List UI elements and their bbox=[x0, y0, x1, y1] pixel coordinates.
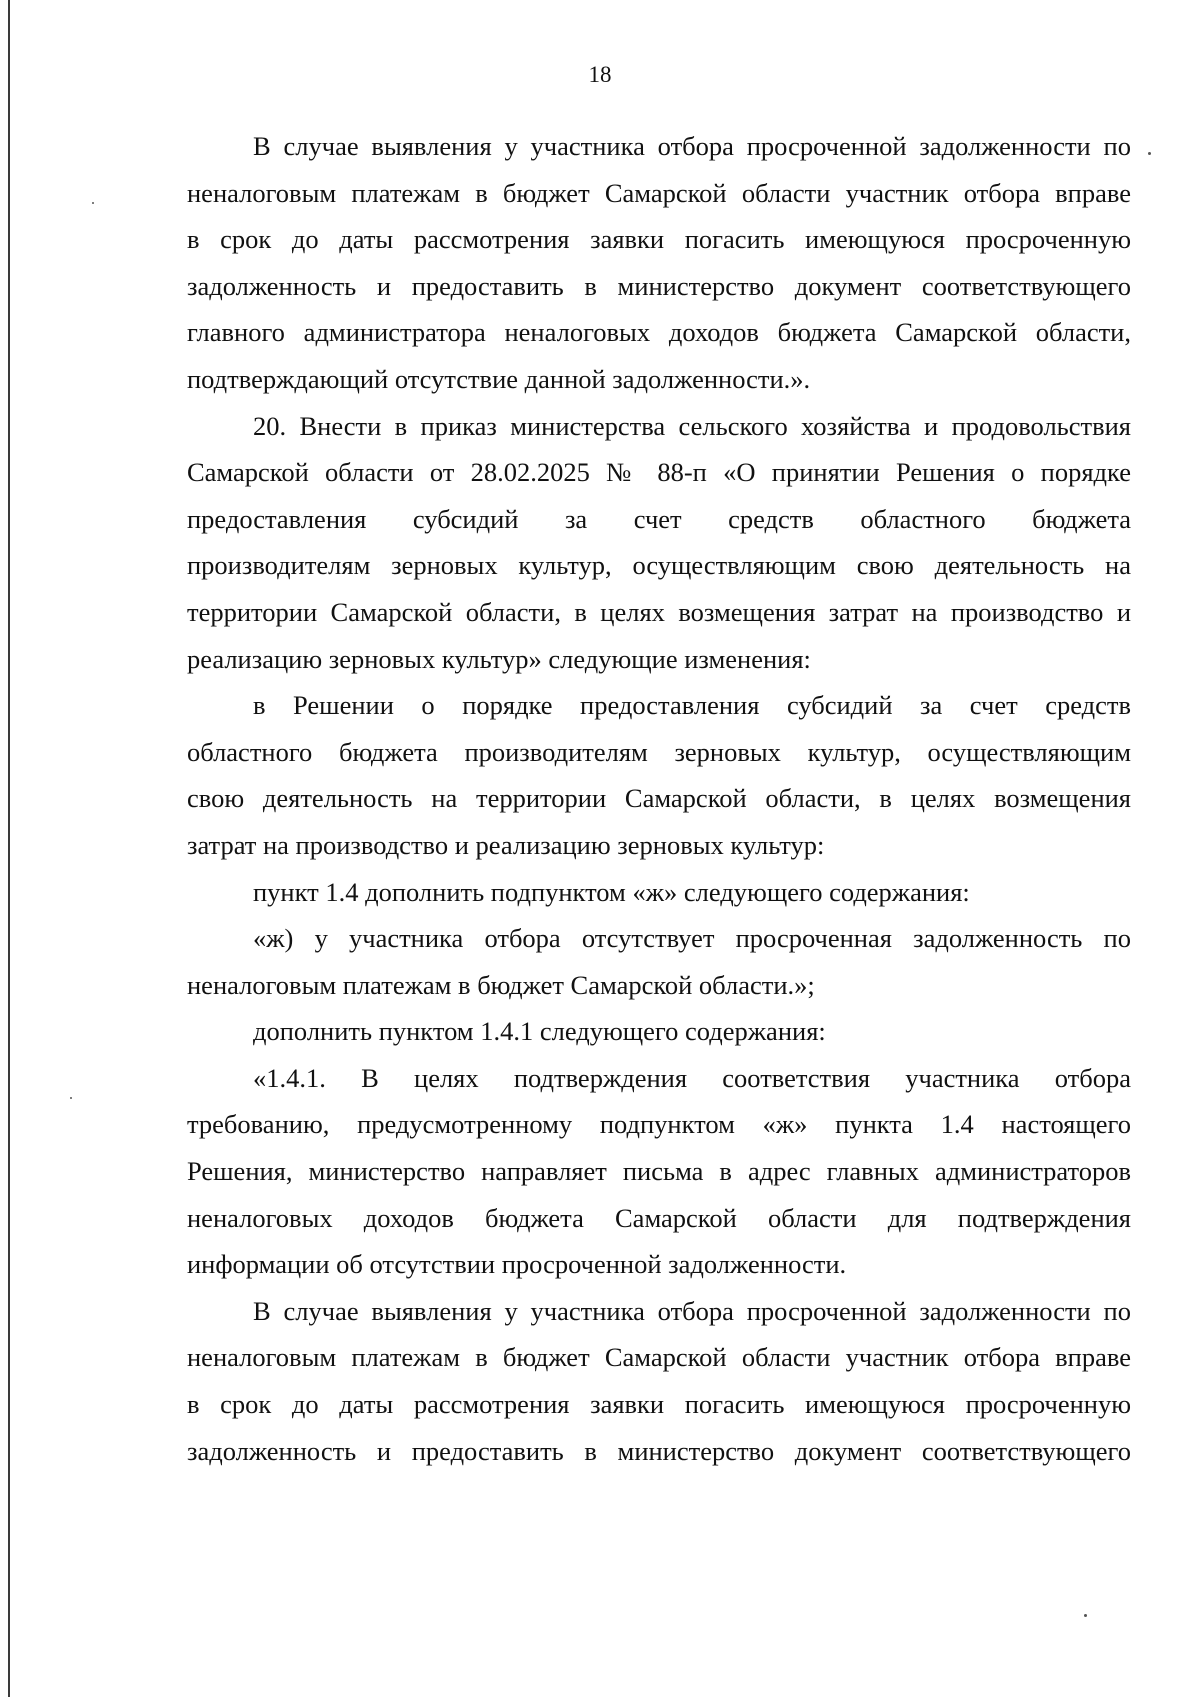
text-line: свою деятельность на территории Самарской области, в целях возмещения bbox=[187, 783, 1131, 814]
scan-speck bbox=[92, 202, 94, 204]
text-line: «ж) у участника отбора отсутствует просроченная задолженность по bbox=[253, 923, 1131, 954]
text-line: неналоговым платежам в бюджет Самарской области участник отбора вправе bbox=[187, 177, 1131, 208]
paragraph bbox=[187, 869, 1131, 916]
text-line: Самарской области от 28.02.2025 № 88-п «О принятии Решения о порядке bbox=[187, 457, 1131, 488]
text-line: затрат на производство и реализацию зерновых культур: bbox=[187, 829, 825, 860]
text-line: областного бюджета производителям зерновых культур, осуществляющим bbox=[187, 736, 1131, 767]
paragraph bbox=[187, 1055, 1131, 1288]
text-line: 20. Внести в приказ министерства сельского хозяйства и продовольствия bbox=[253, 410, 1131, 441]
text-line: задолженность и предоставить в министерство документ соответствующего bbox=[187, 270, 1131, 301]
text-line: «1.4.1. В целях подтверждения соответствия участника отбора bbox=[253, 1062, 1131, 1093]
paragraph bbox=[187, 123, 1131, 403]
page-number: 18 bbox=[588, 62, 612, 87]
text-line: территории Самарской области, в целях возмещения затрат на производство и bbox=[187, 596, 1131, 627]
paragraph bbox=[187, 403, 1131, 683]
text-line: пункт 1.4 дополнить подпунктом «ж» следующего содержания: bbox=[253, 876, 970, 907]
text-line: подтверждающий отсутствие данной задолженности.». bbox=[187, 363, 811, 394]
text-line: неналоговым платежам в бюджет Самарской области участник отбора вправе bbox=[187, 1342, 1131, 1373]
paragraph bbox=[187, 915, 1131, 1008]
text-line: информации об отсутствии просроченной задолженности. bbox=[187, 1249, 847, 1280]
scan-speck bbox=[1084, 1614, 1087, 1617]
text-line: дополнить пунктом 1.4.1 следующего содержания: bbox=[253, 1016, 826, 1047]
paragraph bbox=[187, 1008, 1131, 1055]
text-line: предоставления субсидий за счет средств областного бюджета bbox=[187, 503, 1131, 534]
text-line: в срок до даты рассмотрения заявки погасить имеющуюся просроченную bbox=[187, 224, 1131, 255]
text-line: В случае выявления у участника отбора просроченной задолженности по bbox=[253, 131, 1131, 161]
paragraph bbox=[187, 1288, 1131, 1474]
text-line: В случае выявления у участника отбора просроченной задолженности по bbox=[253, 1295, 1131, 1326]
text-line: задолженность и предоставить в министерство документ соответствующего bbox=[187, 1435, 1131, 1466]
document-body bbox=[187, 123, 1131, 1474]
text-line: в Решении о порядке предоставления субсидий за счет средств bbox=[253, 690, 1131, 721]
scan-speck bbox=[70, 1097, 72, 1099]
scan-speck bbox=[1148, 152, 1151, 155]
text-line: требованию, предусмотренному подпунктом «ж» пункта 1.4 настоящего bbox=[187, 1109, 1131, 1140]
text-line: в срок до даты рассмотрения заявки погасить имеющуюся просроченную bbox=[187, 1389, 1131, 1420]
text-line: Решения, министерство направляет письма в адрес главных администраторов bbox=[187, 1156, 1131, 1187]
text-line: производителям зерновых культур, осуществляющим свою деятельность на bbox=[187, 550, 1131, 581]
paragraph bbox=[187, 682, 1131, 868]
text-line: главного администратора неналоговых доходов бюджета Самарской области, bbox=[187, 317, 1131, 348]
scan-left-edge bbox=[8, 0, 10, 1697]
text-line: неналоговых доходов бюджета Самарской области для подтверждения bbox=[187, 1202, 1131, 1233]
text-line: реализацию зерновых культур» следующие изменения: bbox=[187, 643, 811, 674]
text-line: неналоговым платежам в бюджет Самарской области.»; bbox=[187, 969, 815, 1000]
